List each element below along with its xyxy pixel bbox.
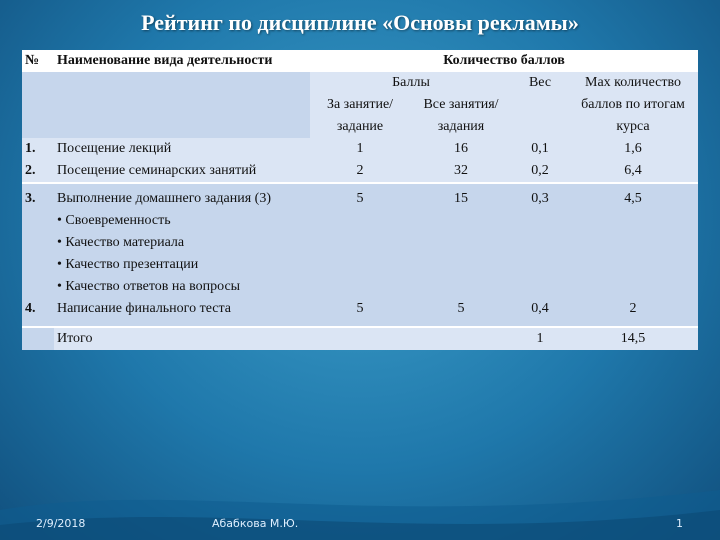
footer-author: Абабкова М.Ю. bbox=[212, 517, 299, 530]
header-num: № bbox=[22, 50, 54, 72]
header-points: Баллы bbox=[310, 72, 512, 94]
table-row: 4. Написание финального теста 5 5 0,4 2 bbox=[22, 298, 698, 327]
header-max-total: Max количество баллов по итогам курса bbox=[568, 72, 698, 138]
bullet-item: • Качество материала bbox=[57, 235, 185, 250]
decorative-wave bbox=[0, 470, 720, 540]
bullet-item: • Своевременность bbox=[57, 213, 171, 228]
total-weight: 1 bbox=[512, 327, 568, 350]
slide-title: Рейтинг по дисциплине «Основы рекламы» bbox=[141, 10, 579, 35]
bullet-item: • Качество презентации bbox=[57, 257, 199, 272]
header-all-lessons: Все занятия/ bbox=[410, 94, 512, 116]
header-weight: Вес bbox=[512, 72, 568, 94]
total-label: Итого bbox=[54, 327, 310, 350]
header-activity-name: Наименование вида деятельности bbox=[54, 50, 310, 72]
slide-number: 1 bbox=[676, 517, 683, 530]
subheader-row bbox=[22, 72, 698, 94]
bullet-item: • Качество ответов на вопросы bbox=[57, 279, 241, 294]
total-max: 14,5 bbox=[568, 327, 698, 350]
header-quantity: Количество баллов bbox=[310, 50, 698, 72]
rating-table: № Наименование вида деятельности Количество баллов Баллы Вес Max количество баллов по итогам курса За занятие/ Все занятия/ задание задания 1. Посещение лекций 1 16 0,1 1,6 2. Посещение семинарских занятий 2 32 0,2 6,4 3. Выполнение домашнего задания (3) • Своевременность • Качество материала • Качество презентации • Качество ответов на вопросы 5 15 0,3 4,5 4. Написание финального теста 5 5 0,4 2 Итого 1 14,5 bbox=[22, 50, 698, 350]
homework-cell: Выполнение домашнего задания (3) • Своевременность • Качество материала • Качество презентации • Качество ответов на вопросы bbox=[54, 183, 310, 298]
header-per-lesson: За занятие/ bbox=[310, 94, 410, 116]
table-row: 3. Выполнение домашнего задания (3) • Своевременность • Качество материала • Качество презентации • Качество ответов на вопросы 5 15 0,3 4,5 bbox=[22, 183, 698, 298]
table-row: 1. Посещение лекций 1 16 0,1 1,6 bbox=[22, 138, 698, 160]
total-row bbox=[22, 327, 698, 350]
table-row: 2. Посещение семинарских занятий 2 32 0,2 6,4 bbox=[22, 160, 698, 183]
header-row bbox=[22, 50, 698, 72]
footer-date: 2/9/2018 bbox=[36, 517, 86, 530]
